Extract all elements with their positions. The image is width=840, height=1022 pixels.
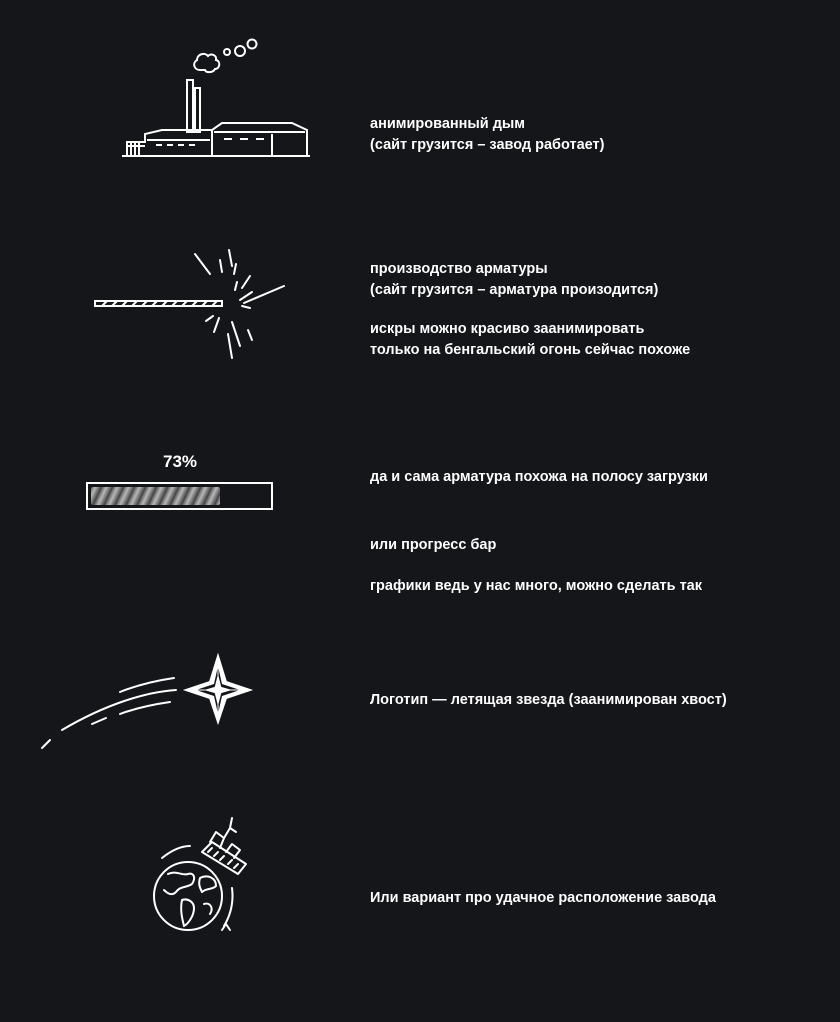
sparks-text-line-2: только на бенгальский огонь сейчас похоже [370, 342, 691, 358]
rebar-progress-bar [86, 482, 273, 510]
progress-text-line-2: или прогресс бар [370, 537, 497, 553]
logo-text-line: Логотип — летящая звезда (заанимирован хвост) [370, 692, 727, 708]
factory-text-line-1: анимированный дым [370, 116, 526, 132]
flying-star-icon [36, 652, 258, 754]
factory-text-line-2: (сайт грузится – завод работает) [370, 137, 605, 153]
rebar-text-line-2: (сайт грузится – арматура произодится) [370, 282, 659, 298]
factory-smoke-icon [120, 34, 315, 162]
location-text-line: Или вариант про удачное расположение завода [370, 890, 716, 906]
rebar-text-line-1: производство арматуры [370, 261, 548, 277]
progress-percent-label: 73% [162, 452, 198, 471]
globe-ship-icon [146, 812, 262, 938]
progress-bar-fill [91, 487, 220, 505]
sparks-text-line-1: искры можно красиво заанимировать [370, 321, 645, 337]
progress-text-line-3: графики ведь у нас много, можно сделать так [370, 578, 703, 594]
progress-text-line-1: да и сама арматура похожа на полосу загрузки [370, 469, 708, 485]
rebar-sparks-icon [92, 246, 292, 362]
